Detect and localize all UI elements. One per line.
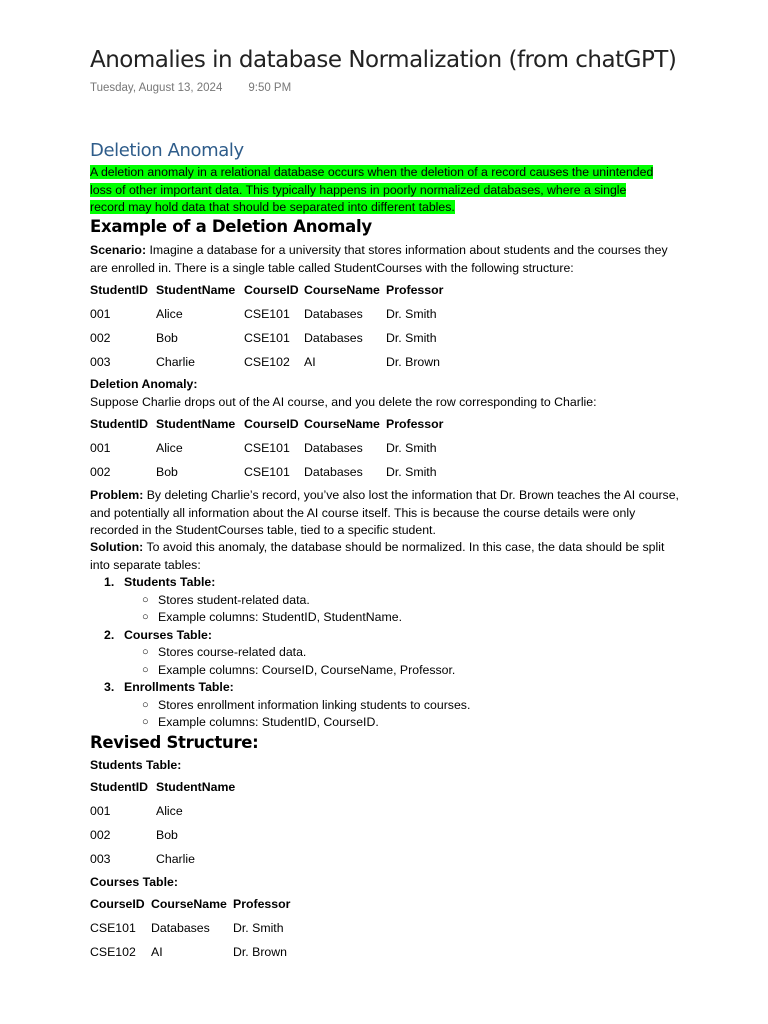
table-cell: 001 (90, 307, 111, 321)
circle-bullet-icon: ○ (142, 663, 149, 676)
column-header: StudentName (156, 780, 236, 794)
table-cell: CSE102 (90, 945, 136, 959)
circle-bullet-icon: ○ (142, 646, 149, 658)
table-cell: CSE101 (244, 441, 290, 455)
intro-line: A deletion anomaly in a relational database occurs when the deletion of a record causes the unintended (90, 165, 654, 179)
column-header: Professor (233, 897, 291, 911)
courses-table (90, 897, 290, 969)
table-cell: CSE101 (244, 331, 290, 345)
page-title: Anomalies in database Normalization (from chatGPT) (90, 47, 677, 73)
table-cell: 001 (90, 441, 111, 455)
table-cell: Bob (156, 331, 178, 345)
sub-item-text: Example columns: StudentID, StudentName. (158, 610, 403, 624)
table-row (90, 852, 235, 876)
column-header: StudentID (90, 417, 149, 431)
table-cell: 001 (90, 804, 111, 818)
table-cell: Databases (304, 307, 363, 321)
sub-item-text: Stores course-related data. (158, 645, 307, 659)
table-cell: Dr. Brown (233, 945, 287, 959)
table-cell: Alice (156, 441, 183, 455)
table-cell: 002 (90, 331, 111, 345)
scenario-label: Scenario: (90, 243, 147, 257)
sub-list-item (90, 697, 690, 715)
list-number: 2. (104, 627, 115, 642)
table-cell: CSE101 (90, 921, 136, 935)
table-cell: Databases (304, 331, 363, 345)
scenario-paragraph (90, 242, 680, 277)
table-cell: Charlie (156, 852, 195, 866)
table-cell: Dr. Smith (386, 465, 437, 479)
section-heading: Deletion Anomaly (90, 140, 244, 161)
date-text: Tuesday, August 13, 2024 (90, 82, 223, 94)
column-header: Professor (386, 283, 444, 297)
solution-label: Solution: (90, 540, 144, 554)
list-label: Enrollments Table: (124, 680, 234, 694)
list-number: 1. (104, 575, 115, 589)
table-cell: Databases (304, 465, 363, 479)
column-header: StudentName (156, 283, 236, 297)
table-row (90, 307, 443, 331)
table-cell: Charlie (156, 355, 195, 369)
column-header: CourseName (304, 417, 380, 431)
time-text: 9:50 PM (248, 82, 292, 94)
table-cell: Alice (156, 307, 183, 321)
sub-list-item (90, 644, 690, 662)
sub-list-item (90, 592, 690, 610)
sub-list-item (90, 662, 690, 680)
sub-item-text: Example columns: StudentID, CourseID. (158, 715, 379, 729)
students-table-label: Students Table: (90, 758, 182, 772)
solution-paragraph (90, 539, 680, 574)
sub-list-item (90, 609, 690, 627)
solution-text: To avoid this anomaly, the database should be normalized. In this case, the data should be split into separate tables: (90, 540, 665, 572)
list-label: Students Table: (124, 575, 216, 589)
scenario-text: Imagine a database for a university that stores information about students and the courses they are enrolled in. There is a single table called StudentCourses with the following structure: (90, 243, 668, 275)
problem-paragraph (90, 487, 680, 540)
column-header: Professor (386, 417, 444, 431)
table-cell: CSE102 (244, 355, 290, 369)
student-courses-table (90, 283, 443, 379)
table-row (90, 804, 235, 828)
problem-text: By deleting Charlie’s record, you’ve also lost the information that Dr. Brown teaches the AI course, and potentially all information about the AI course itself. This is because the course details were only recorded in the StudentCourses table, tied to a specific student. (90, 488, 679, 537)
table-row (90, 465, 443, 489)
deletion-paragraph (90, 376, 680, 411)
intro-line: loss of other important data. This typically happens in poorly normalized databases, where a single (90, 182, 627, 197)
circle-bullet-icon: ○ (142, 593, 149, 606)
table-cell: Dr. Smith (386, 331, 437, 345)
table-cell: AI (304, 355, 316, 369)
column-header: CourseName (151, 897, 227, 911)
table-row (90, 921, 290, 945)
table-cell: 002 (90, 465, 111, 479)
list-number: 3. (104, 680, 115, 694)
column-header: CourseName (304, 283, 380, 297)
table-header-row (90, 283, 443, 307)
page-meta (90, 82, 291, 94)
deletion-text: Suppose Charlie drops out of the AI course, and you delete the row corresponding to Charlie: (90, 394, 597, 409)
table-cell: Dr. Smith (386, 307, 437, 321)
table-cell: Databases (151, 921, 210, 935)
table-cell: Dr. Smith (233, 921, 284, 935)
example-heading: Example of a Deletion Anomaly (90, 217, 372, 236)
table-cell: Bob (156, 828, 178, 842)
courses-table-label: Courses Table: (90, 875, 178, 889)
after-deletion-table (90, 417, 443, 489)
list-item (90, 574, 690, 592)
table-cell: CSE101 (244, 307, 290, 321)
tables-list (90, 574, 690, 732)
table-cell: 002 (90, 828, 111, 842)
sub-item-text: Stores student-related data. (158, 592, 310, 607)
deletion-label: Deletion Anomaly: (90, 377, 198, 391)
sub-item-text: Stores enrollment information linking students to courses. (158, 697, 471, 712)
table-row (90, 828, 235, 852)
table-cell: Bob (156, 465, 178, 479)
list-item (90, 679, 690, 697)
revised-heading: Revised Structure: (90, 733, 259, 752)
table-cell: Dr. Smith (386, 441, 437, 455)
column-header: StudentName (156, 417, 236, 431)
column-header: StudentID (90, 780, 149, 794)
circle-bullet-icon: ○ (142, 716, 149, 728)
table-cell: AI (151, 945, 163, 959)
table-row (90, 331, 443, 355)
circle-bullet-icon: ○ (142, 698, 149, 711)
table-header-row (90, 897, 290, 921)
table-row (90, 441, 443, 465)
intro-line: record may hold data that should be separated into different tables. (90, 200, 455, 214)
list-item (90, 627, 690, 645)
problem-label: Problem: (90, 488, 144, 502)
column-header: CourseID (90, 897, 145, 911)
list-label: Courses Table: (124, 627, 212, 642)
table-cell: CSE101 (244, 465, 290, 479)
table-cell: 003 (90, 355, 111, 369)
intro-paragraph (90, 164, 690, 217)
table-cell: Alice (156, 804, 183, 818)
column-header: CourseID (244, 283, 299, 297)
students-table (90, 780, 235, 876)
table-row (90, 945, 290, 969)
column-header: StudentID (90, 283, 149, 297)
table-header-row (90, 417, 443, 441)
table-cell: 003 (90, 852, 111, 866)
circle-bullet-icon: ○ (142, 611, 149, 623)
sub-list-item (90, 714, 690, 732)
column-header: CourseID (244, 417, 299, 431)
table-header-row (90, 780, 235, 804)
sub-item-text: Example columns: CourseID, CourseName, Professor. (158, 662, 456, 677)
table-cell: Dr. Brown (386, 355, 440, 369)
table-cell: Databases (304, 441, 363, 455)
